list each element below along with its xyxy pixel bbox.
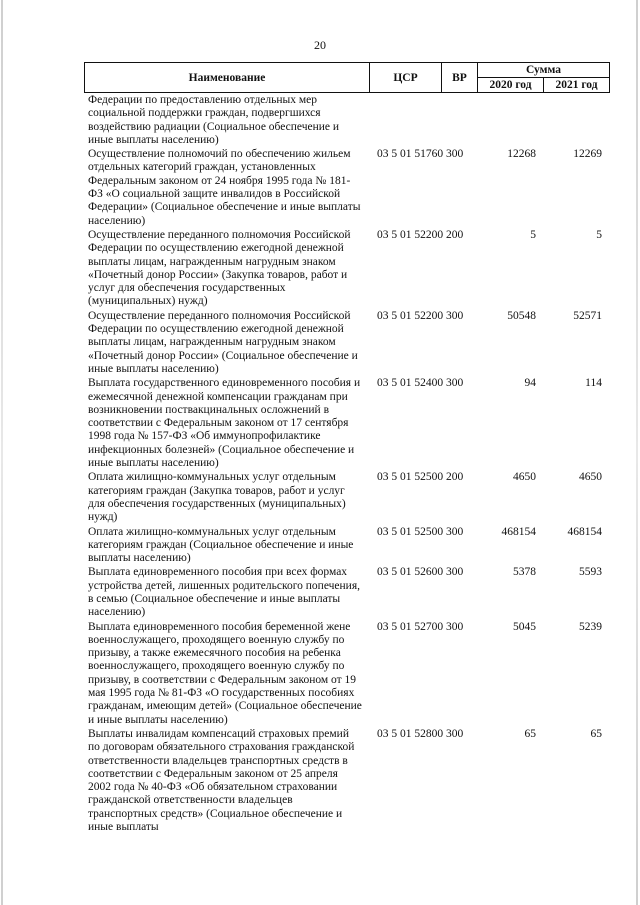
row-name: Осуществление полномочий по обеспечению жильем отдельных категорий граждан, установленных Федеральным законом от 24 ноября 1995 года № 181-ФЗ «О социальной защите инвалидов в Российской Федерации» (Социальное обеспечение и иные выплаты населению) xyxy=(88,148,361,227)
row-csr: 03 5 01 52200 xyxy=(377,309,444,322)
scan-edge-left xyxy=(1,0,3,905)
row-vr xyxy=(441,94,477,148)
page-number: 20 xyxy=(314,38,326,52)
row-name: Осуществление переданного полномочия Российской Федерации по осуществлению ежегодной денежной выплаты лицам, награжденным нагрудным знаком «Почетный донор России» (Закупка товаров, работ и услуг для обеспечения государственных (муниципальных) нужд) xyxy=(88,228,351,308)
table-row xyxy=(84,566,609,620)
row-vr: 300 xyxy=(446,727,464,740)
row-csr xyxy=(369,94,441,148)
header-year-2021: 2021 год xyxy=(544,78,610,93)
row-sum-2021: 65 xyxy=(590,727,602,740)
table-row xyxy=(84,148,609,229)
row-name: Оплата жилищно-коммунальных услуг отдельным категориям граждан (Закупка товаров, работ и услуг для обеспечения государственных (муниципальных) нужд) xyxy=(88,471,346,524)
row-sum-2021 xyxy=(543,94,609,148)
row-sum-2020: 50548 xyxy=(507,309,536,322)
table-row xyxy=(84,310,609,377)
row-sum-2021: 5239 xyxy=(579,620,602,633)
scan-edge-right xyxy=(636,0,638,905)
row-vr: 300 xyxy=(446,620,464,633)
row-sum-2020: 94 xyxy=(524,377,536,390)
row-vr: 300 xyxy=(446,525,464,538)
row-name: Выплата единовременного пособия беременной жене военнослужащего, проходящего военную службу по призыву, а также ежемесячного пособия на ребенка военнослужащего, проходящего военную службу по призыву, в соответствии с Федеральным законом от 19 мая 1995 года № 81-ФЗ «О государственных пособиях гражданам, имеющим детей» (Социальное обеспечение и иные выплаты населению) xyxy=(88,620,362,726)
row-sum-2021: 468154 xyxy=(567,525,602,538)
row-sum-2020: 12268 xyxy=(507,148,536,161)
row-sum-2021: 12269 xyxy=(573,148,602,161)
row-sum-2020: 5378 xyxy=(513,566,536,579)
row-name: Осуществление переданного полномочия Российской Федерации по осуществлению ежегодной денежной выплаты лицам, награжденным нагрудным знаком «Почетный донор России» (Социальное обеспечение и иные выплаты населению) xyxy=(88,309,358,375)
table-row xyxy=(84,621,609,728)
row-sum-2021: 4650 xyxy=(579,471,602,484)
row-csr: 03 5 01 52200 xyxy=(377,228,444,241)
row-csr: 03 5 01 52700 xyxy=(377,620,444,633)
row-sum-2021: 5593 xyxy=(579,566,602,579)
row-name: Выплаты инвалидам компенсаций страховых премий по договорам обязательного страхования гражданской ответственности владельцев транспортных средств в соответствии с Федеральным законом от 25 апреля 2002 года № 40-ФЗ «Об обязательном страховании гражданской ответственности владельцев транспортных средств» (Социальное обеспечение и иные выплаты xyxy=(88,727,355,834)
table-row xyxy=(84,229,609,310)
header-sum: Сумма xyxy=(478,63,610,78)
row-sum-2020 xyxy=(477,94,543,148)
row-vr: 200 xyxy=(446,228,464,241)
row-sum-2020: 5 xyxy=(530,228,536,241)
header-csr: ЦСР xyxy=(370,63,442,93)
row-name: Федерации по предоставлению отдельных мер социальной поддержки граждан, подвергшихся воздействию радиации (Социальное обеспечение и иные выплаты населению) xyxy=(88,94,340,146)
row-sum-2021: 5 xyxy=(596,228,602,241)
table-row xyxy=(84,471,609,525)
row-vr: 300 xyxy=(446,566,464,579)
table-header xyxy=(84,62,610,93)
row-name: Выплата единовременного пособия при всех формах устройства детей, лишенных родительского попечения, в семью (Социальное обеспечение и иные выплаты населению) xyxy=(88,566,361,619)
row-csr: 03 5 01 52500 xyxy=(377,471,444,484)
row-sum-2020: 4650 xyxy=(513,471,536,484)
row-csr: 03 5 01 52400 xyxy=(377,377,444,390)
row-vr: 300 xyxy=(446,377,464,390)
row-vr: 200 xyxy=(446,471,464,484)
row-csr: 03 5 01 51760 xyxy=(377,148,444,161)
row-csr: 03 5 01 52500 xyxy=(377,525,444,538)
row-sum-2020: 468154 xyxy=(501,525,536,538)
table-row xyxy=(84,526,609,567)
row-sum-2021: 114 xyxy=(585,377,602,390)
header-vr: ВР xyxy=(442,63,478,93)
row-name: Выплата государственного единовременного пособия и ежемесячной денежной компенсации гражданам при возникновении поствакцинальных осложнений в соответствии с Федеральным законом от 17 сентября 1998 года № 157-ФЗ «Об иммунопрофилактике инфекционных болезней» (Социальное обеспечение и иные выплаты населению) xyxy=(88,377,361,470)
table-row xyxy=(84,728,609,835)
row-vr: 300 xyxy=(446,148,464,161)
row-name: Оплата жилищно-коммунальных услуг отдельным категориям граждан (Социальное обеспечение и иные выплаты населению) xyxy=(88,525,354,565)
row-vr: 300 xyxy=(446,309,464,322)
table-row xyxy=(84,94,609,148)
row-sum-2020: 5045 xyxy=(513,620,536,633)
row-csr: 03 5 01 52600 xyxy=(377,566,444,579)
row-csr: 03 5 01 52800 xyxy=(377,727,444,740)
header-year-2020: 2020 год xyxy=(478,78,544,93)
budget-table xyxy=(84,94,609,835)
header-name: Наименование xyxy=(85,63,370,93)
row-sum-2020: 65 xyxy=(524,727,536,740)
row-sum-2021: 52571 xyxy=(573,309,602,322)
table-row xyxy=(84,377,609,471)
